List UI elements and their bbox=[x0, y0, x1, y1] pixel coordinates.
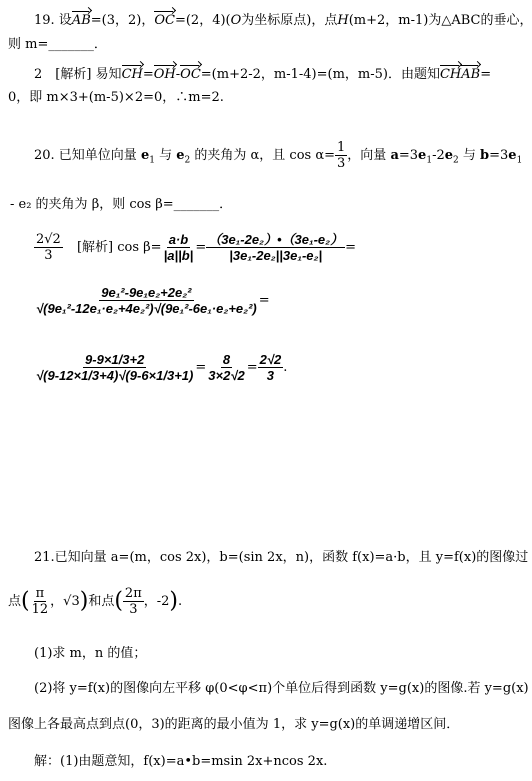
frac-den: 3 bbox=[266, 368, 275, 383]
q20-line1: 20. 已知单位向量 $e_1$ 与 $e_2$ 的夹角为 α，且 cos α= $\frac{1}{3}$ ，向量 $a=3e_1-2e_2$ 与 $b=3e_1$ bbox=[34, 140, 523, 171]
frac-num: 1 bbox=[337, 140, 346, 155]
q21-text: 点 bbox=[8, 594, 22, 609]
q19-text: 为坐标原点)，点 bbox=[241, 13, 338, 28]
vector-CH: CH bbox=[439, 67, 462, 82]
vector-CH: CH bbox=[121, 67, 143, 82]
q21-sub1: (1)求 m，n 的值； bbox=[34, 646, 147, 661]
q21-sub2-cont: 图像上各最高点到点(0，3)的距离的最小值为 1，求 y=g(x)的单调递增区间． bbox=[8, 717, 460, 732]
vector-OC: OC bbox=[154, 13, 175, 28]
point1-x-fraction bbox=[30, 586, 51, 617]
step2-fraction bbox=[206, 232, 345, 263]
answer-fraction bbox=[34, 232, 63, 263]
fraction-1-3 bbox=[335, 140, 347, 171]
q21-line2: 点( $\frac{\pi}{12}$ ，√3)和点( $\frac{2\pi}{3}$ ，-2). bbox=[8, 586, 183, 617]
analysis-label: [解析] cos β= bbox=[76, 240, 162, 255]
q21-line1: 21.已知向量 a=(m，cos 2x)，b=(sin 2x，n)，函数 f(x)=a·b，且 y=f(x)的图像过 bbox=[34, 550, 529, 565]
frac-den: √(9-12×1/3+4)√(9-6×1/3+1) bbox=[36, 368, 194, 383]
q21-text: 和点 bbox=[88, 594, 115, 609]
vector-AB: AB bbox=[71, 13, 91, 28]
point2-y: ，-2 bbox=[143, 594, 170, 609]
q20-text: 与 bbox=[154, 148, 177, 163]
q19-text: (m+2，m-1)为△ABC的垂心， bbox=[348, 13, 532, 28]
step4-fraction bbox=[34, 352, 195, 383]
frac-num: 2π bbox=[124, 586, 142, 601]
frac-den: 3 bbox=[44, 248, 53, 263]
frac-den: 3 bbox=[337, 156, 346, 171]
q21-sub2: (2)将 y=f(x)的图像向左平移 φ(0<φ<π)个单位后得到函数 y=g(x)的图像.若 y=g(x) bbox=[34, 681, 529, 696]
q19-text: 19. 设 bbox=[34, 13, 72, 28]
frac-num: 2√2 bbox=[36, 232, 61, 247]
paren-right: ) bbox=[169, 588, 179, 614]
frac-num: π bbox=[35, 586, 45, 601]
point1-y: ，√3 bbox=[50, 594, 80, 609]
q20-text: ，向量 bbox=[347, 148, 391, 163]
q19-text: = bbox=[142, 67, 154, 82]
frac-den: 3×2√2 bbox=[208, 368, 245, 383]
q19-answer-cont: 0，即 m×3+(m-5)×2=0，∴m=2. bbox=[8, 90, 224, 105]
frac-num: 2√2 bbox=[259, 352, 282, 367]
step1-fraction bbox=[162, 232, 196, 263]
frac-num: 9-9×1/3+2 bbox=[85, 352, 145, 367]
q20-text: 与 bbox=[458, 148, 481, 163]
frac-num: （3e₁-2e₂）•（3e₁-e₂） bbox=[208, 232, 344, 247]
vector-OH: OH bbox=[153, 67, 176, 82]
q20-answer-row1: $\frac{2√2}{3}$ [解析] cos β= $\frac{a\cdot b}{|a||b|}$ = $\frac{\text{（3e₁-2e₂）•（3e₁-e₂）}}{\text{|3e₁-2e₂||3e₁-e₂|}}$ = bbox=[36, 232, 357, 263]
frac-den: √(9e₁²-12e₁·e₂+4e₂²)√(9e₁²-6e₁·e₂+e₂²) bbox=[36, 301, 257, 316]
q20-answer-row2: $\frac{\text{9e₁²-9e₁e₂+2e₂²}}{\text{√(9e₁²-12e₁·e₂+4e₂²)√(9e₁²-6e₁·e₂+e₂²)}}$ = bbox=[36, 285, 270, 316]
q19-text: =(2，4)( bbox=[174, 13, 231, 28]
q20-answer-row3: $\frac{9-9\times 1/3+2}{√(9-12\times 1/3+4)√(9-6\times 1/3+1)}$ = $\frac{8}{3\times 2√2}$ = $\frac{2√2}{3}$ . bbox=[36, 352, 288, 383]
q20-text: 20. 已知单位向量 bbox=[34, 148, 141, 163]
q19-answer: 2 [解析] 易知CH=OH-OC=(m+2-2，m-1-4)=(m，m-5)．由题知CHAB= bbox=[34, 67, 492, 82]
vector-OC: OC bbox=[180, 67, 201, 82]
q21-solution: 解：(1)由题意知，f(x)=a•b=msin 2x+ncos 2x. bbox=[34, 754, 328, 769]
q19-text: 2 [解析] 易知 bbox=[34, 67, 122, 82]
step6-fraction bbox=[258, 352, 284, 383]
q19-text: =(3，2)， bbox=[90, 13, 155, 28]
paren-left: ( bbox=[114, 588, 123, 614]
q20-text: 的夹角为 α，且 cos α= bbox=[190, 148, 336, 163]
q19-text: =(m+2-2，m-1-4)=(m，m-5)．由题知 bbox=[200, 67, 440, 82]
q19-text: - bbox=[175, 67, 181, 82]
frac-den: 3 bbox=[129, 602, 138, 617]
paren-right: ) bbox=[79, 588, 89, 614]
frac-num: a·b bbox=[168, 232, 189, 247]
frac-num: 8 bbox=[222, 352, 231, 367]
vector-AB: AB bbox=[461, 67, 481, 82]
q19-line1: 19. 设AB=(3，2)，OC=(2，4)(O为坐标原点)，点H(m+2，m-1)为△ABC的垂心， bbox=[34, 13, 532, 28]
step5-fraction bbox=[206, 352, 246, 383]
point2-x-fraction bbox=[123, 586, 144, 617]
q19-line2: 则 m=_______． bbox=[8, 37, 107, 52]
frac-den: 12 bbox=[31, 602, 49, 617]
frac-den: |3e₁-2e₂||3e₁-e₂| bbox=[229, 248, 323, 263]
paren-left: ( bbox=[21, 588, 30, 614]
frac-den: |a||b| bbox=[163, 248, 194, 263]
q20-line2: - e₂ 的夹角为 β，则 cos β=_______． bbox=[10, 197, 233, 212]
frac-num: 9e₁²-9e₁e₂+2e₂² bbox=[101, 285, 192, 300]
step3-fraction bbox=[34, 285, 259, 316]
